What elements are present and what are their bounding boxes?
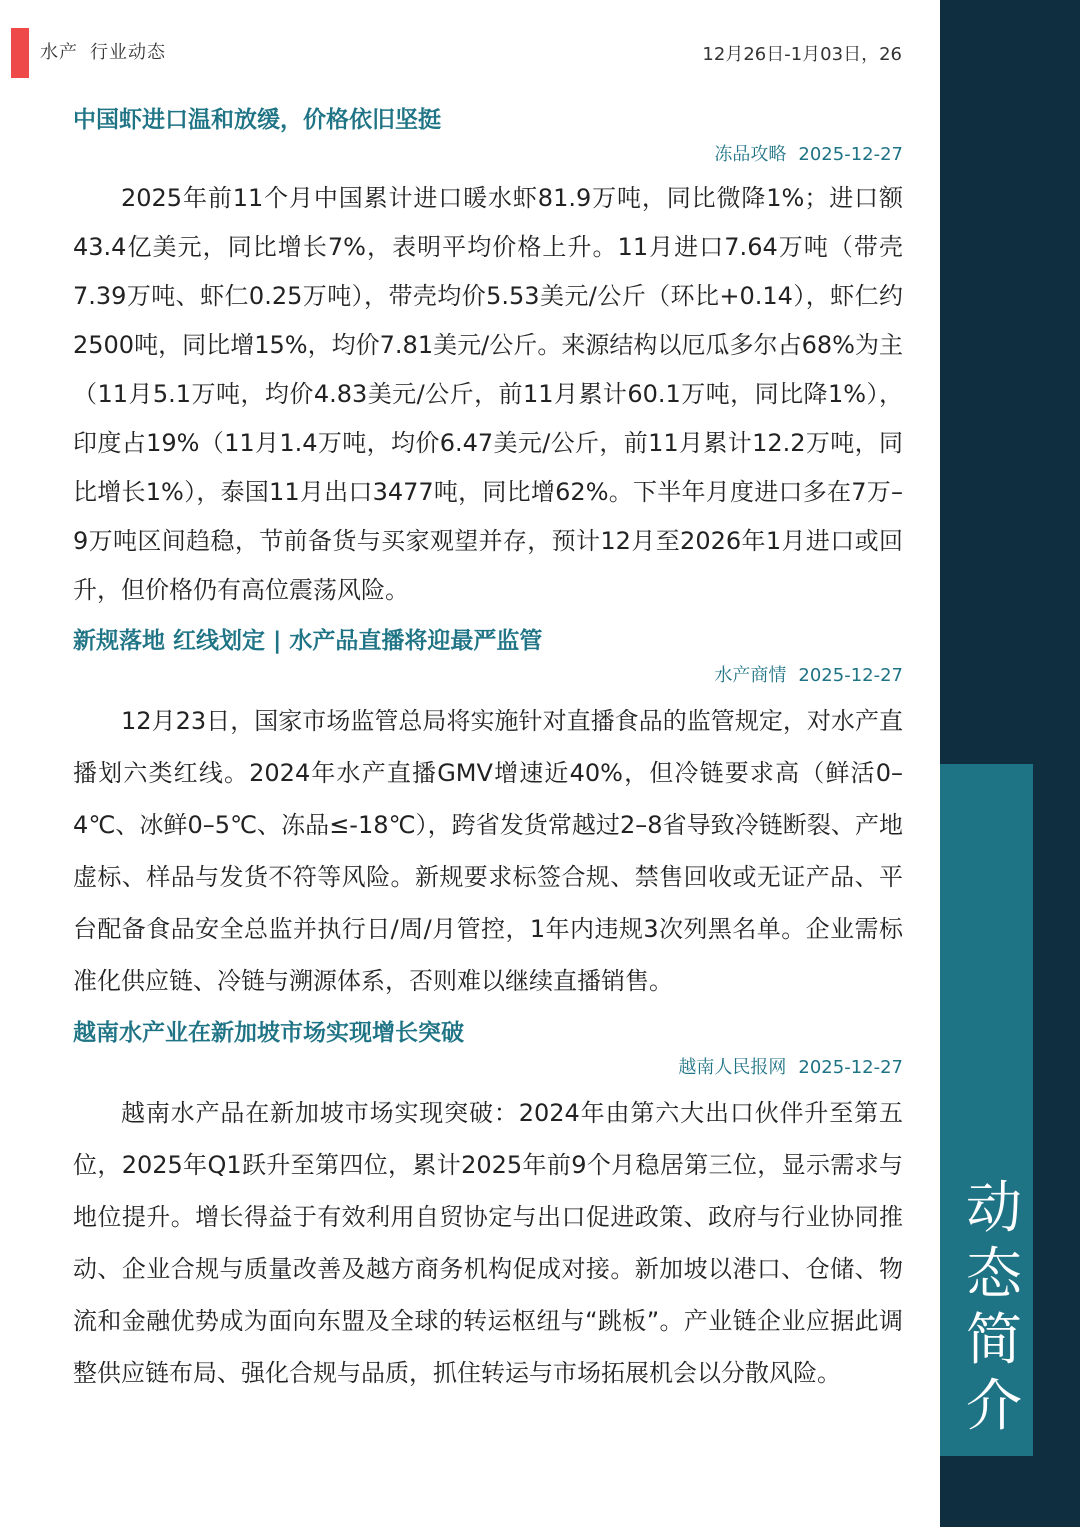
article-body: 2025年前11个月中国累计进口暖水虾81.9万吨，同比微降1%；进口额43.4亿美元，同比增长7%，表明平均价格上升。11月进口7.64万吨（带壳7.39万吨、虾仁0.25万吨），带壳均价5.53美元/公斤（环比+0.14），虾仁约2500吨，同比增15%，均价7.81美元/公斤。来源结构以厄瓜多尔占68%为主（11月5.1万吨，均价4.83美元/公斤，前11月累计60.1万吨，同比降1%），印度占19%（11月1.4万吨，均价6.47美元/公斤，前11月累计12.2万吨，同比增长1%），泰国11月出口3477吨，同比增62%。下半年月度进口多在7万–9万吨区间趋稳，节前备货与买家观望并存，预计12月至2026年1月进口或回升，但价格仍有高位震荡风险。 (73, 184, 903, 604)
article-title: 新规落地 红线划定 | 水产品直播将迎最严监管 (73, 628, 543, 654)
sidebar-title (940, 1176, 1048, 1440)
article-date: 2025-12-27 (798, 1057, 903, 1078)
sidebar-title-char: 态 (966, 1242, 1022, 1307)
article-meta (73, 140, 903, 170)
article-list (73, 100, 903, 1399)
header-accent-bar (11, 28, 29, 78)
article (73, 100, 903, 615)
article (73, 1013, 903, 1399)
article-meta (73, 1053, 903, 1083)
sidebar-title-char: 简 (966, 1308, 1022, 1373)
article-source: 越南人民报网 (678, 1057, 787, 1078)
article-source: 水产商情 (714, 665, 787, 686)
article-title: 中国虾进口温和放缓，价格依旧坚挺 (73, 107, 441, 133)
sidebar-title-char: 介 (966, 1374, 1022, 1439)
article-body: 越南水产品在新加坡市场实现突破：2024年由第六大出口伙伴升至第五位，2025年Q1跃升至第四位，累计2025年前9个月稳居第三位，显示需求与地位提升。增长得益于有效利用自贸协定与出口促进政策、政府与行业协同推动、企业合规与质量改善及越方商务机构促成对接。新加坡以港口、仓储、物流和金融优势成为面向东盟及全球的转运枢纽与“跳板”。产业链企业应据此调整供应链布局、强化合规与品质，抓住转运与市场拓展机会以分散风险。 (73, 1099, 903, 1387)
sidebar-title-char: 动 (966, 1176, 1022, 1241)
header-breadcrumb (40, 38, 166, 64)
article-title: 越南水产业在新加坡市场实现增长突破 (73, 1020, 464, 1046)
header-date-range: 12月26日-1月03日，26 (702, 44, 902, 65)
header-category: 水产 (40, 42, 78, 63)
header-section: 行业动态 (90, 42, 166, 63)
article-source: 冻品攻略 (714, 144, 787, 165)
article-body: 12月23日，国家市场监管总局将实施针对直播食品的监管规定，对水产直播划六类红线。2024年水产直播GMV增速近40%，但冷链要求高（鲜活0–4℃、冰鲜0–5℃、冻品≤-18℃），跨省发货常越过2–8省导致冷链断裂、产地虚标、样品与发货不符等风险。新规要求标签合规、禁售回收或无证产品、平台配备食品安全总监并执行日/周/月管控，1年内违规3次列黑名单。企业需标准化供应链、冷链与溯源体系，否则难以继续直播销售。 (73, 707, 903, 995)
article-date: 2025-12-27 (798, 144, 903, 165)
article-date: 2025-12-27 (798, 665, 903, 686)
article (73, 621, 903, 1007)
article-meta (73, 661, 903, 691)
